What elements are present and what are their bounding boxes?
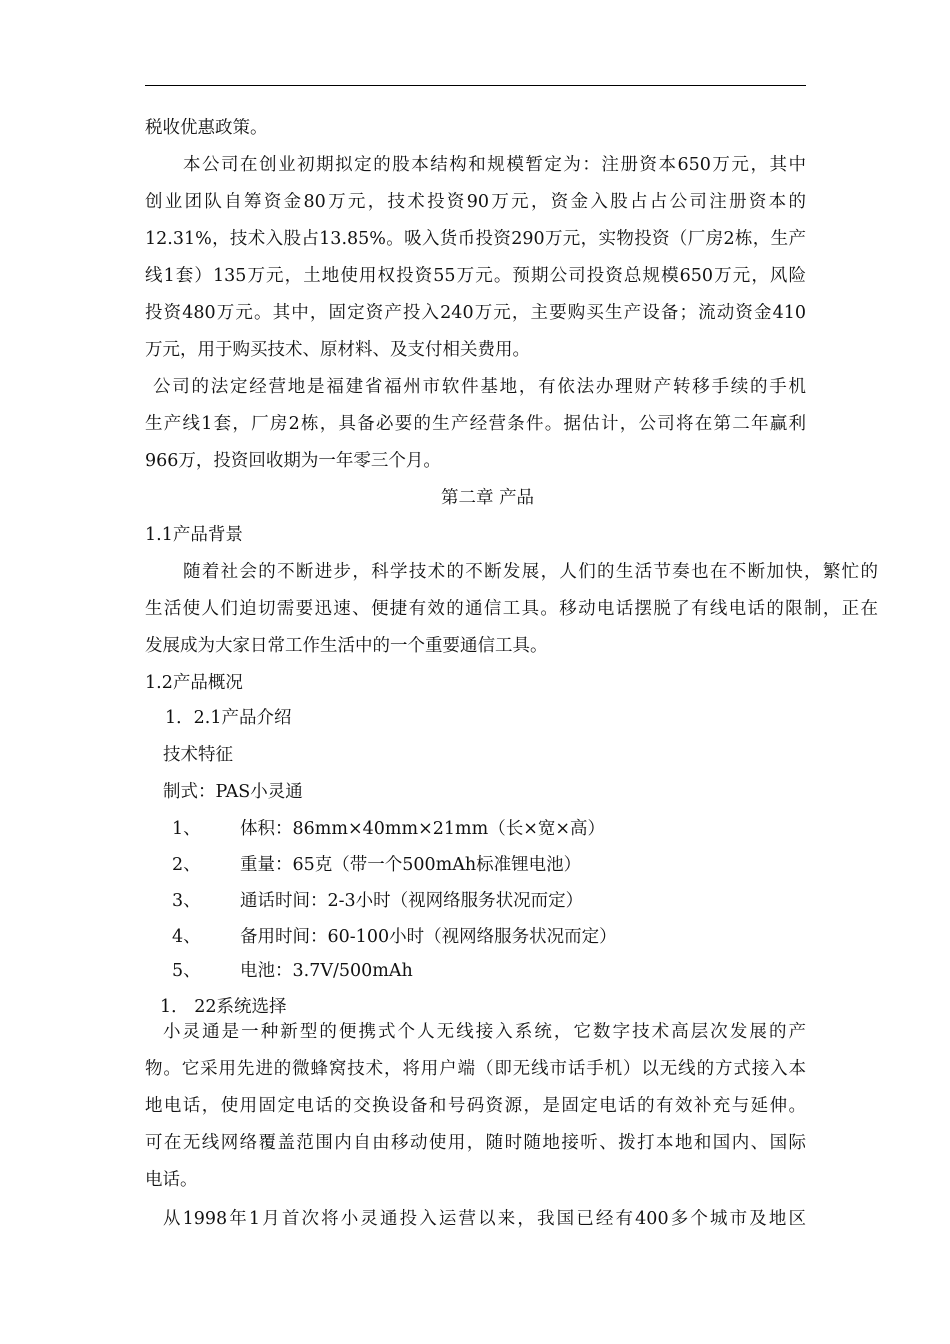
spec-list-item: 体积：86mm×40mm×21mm（长×宽×高） (240, 819, 606, 839)
list-number: 3、 (172, 891, 201, 911)
paragraph-line: 发展成为大家日常工作生活中的一个重要通信工具。 (145, 636, 548, 656)
paragraph-line: 物。它采用先进的微蜂窝技术，将用户端（即无线市话手机）以无线的方式接入本 (145, 1059, 806, 1079)
paragraph-line: 本公司在创业初期拟定的股本结构和规模暂定为：注册资本650万元，其中 (183, 155, 806, 175)
spec-line: 制式：PAS小灵通 (163, 782, 303, 802)
paragraph-line: 万元，用于购买技术、原材料、及支付相关费用。 (145, 340, 530, 360)
paragraph-line: 税收优惠政策。 (145, 118, 268, 138)
paragraph-line: 电话。 (145, 1170, 198, 1190)
spec-list-item: 通话时间：2-3小时（视网络服务状况而定） (240, 891, 584, 911)
paragraph-line: 投资480万元。其中，固定资产投入240万元，主要购买生产设备；流动资金410 (145, 303, 806, 323)
paragraph-line: 小灵通是一种新型的便携式个人无线接入系统，它数字技术高层次发展的产 (163, 1022, 806, 1042)
header-rule (145, 85, 806, 86)
spec-list-item: 电池：3.7V/500mAh (240, 961, 413, 981)
paragraph-line: 可在无线网络覆盖范围内自由移动使用，随时随地接听、拨打本地和国内、国际 (145, 1133, 806, 1153)
spec-list-item: 备用时间：60-100小时（视网络服务状况而定） (240, 927, 617, 947)
subsection-heading: 1．2.1产品介绍 (165, 708, 292, 728)
list-number: 1、 (172, 819, 201, 839)
chapter-title: 第二章 产品 (441, 488, 535, 508)
paragraph-line: 公司的法定经营地是福建省福州市软件基地，有依法办理财产转移手续的手机 (153, 377, 806, 397)
list-number: 2、 (172, 855, 201, 875)
list-number: 5、 (172, 961, 201, 981)
paragraph-line: 生活使人们迫切需要迅速、便捷有效的通信工具。移动电话摆脱了有线电话的限制，正在 (145, 599, 878, 619)
paragraph-line: 生产线1套，厂房2栋，具备必要的生产经营条件。据估计，公司将在第二年赢利 (145, 414, 806, 434)
paragraph-line: 地电话，使用固定电话的交换设备和号码资源，是固定电话的有效补充与延伸。 (145, 1096, 806, 1116)
spec-list-item: 重量：65克（带一个500mAh标准锂电池） (240, 855, 582, 875)
paragraph-line: 创业团队自筹资金80万元，技术投资90万元，资金入股占占公司注册资本的 (145, 192, 806, 212)
paragraph-line: 966万，投资回收期为一年零三个月。 (145, 451, 441, 471)
paragraph-line: 随着社会的不断进步，科学技术的不断发展，人们的生活节奏也在不断加快，繁忙的 (183, 562, 878, 582)
paragraph-line: 从1998年1月首次将小灵通投入运营以来，我国已经有400多个城市及地区 (163, 1209, 806, 1229)
subheading: 技术特征 (163, 745, 233, 765)
subsection-heading: 1． 22系统选择 (160, 997, 287, 1017)
list-number: 4、 (172, 927, 201, 947)
paragraph-line: 12.31%，技术入股占13.85%。吸入货币投资290万元，实物投资（厂房2栋，生产 (145, 229, 806, 249)
section-heading: 1.1产品背景 (145, 525, 243, 545)
paragraph-line: 线1套）135万元，土地使用权投资55万元。预期公司投资总规模650万元，风险 (145, 266, 806, 286)
section-heading: 1.2产品概况 (145, 673, 243, 693)
